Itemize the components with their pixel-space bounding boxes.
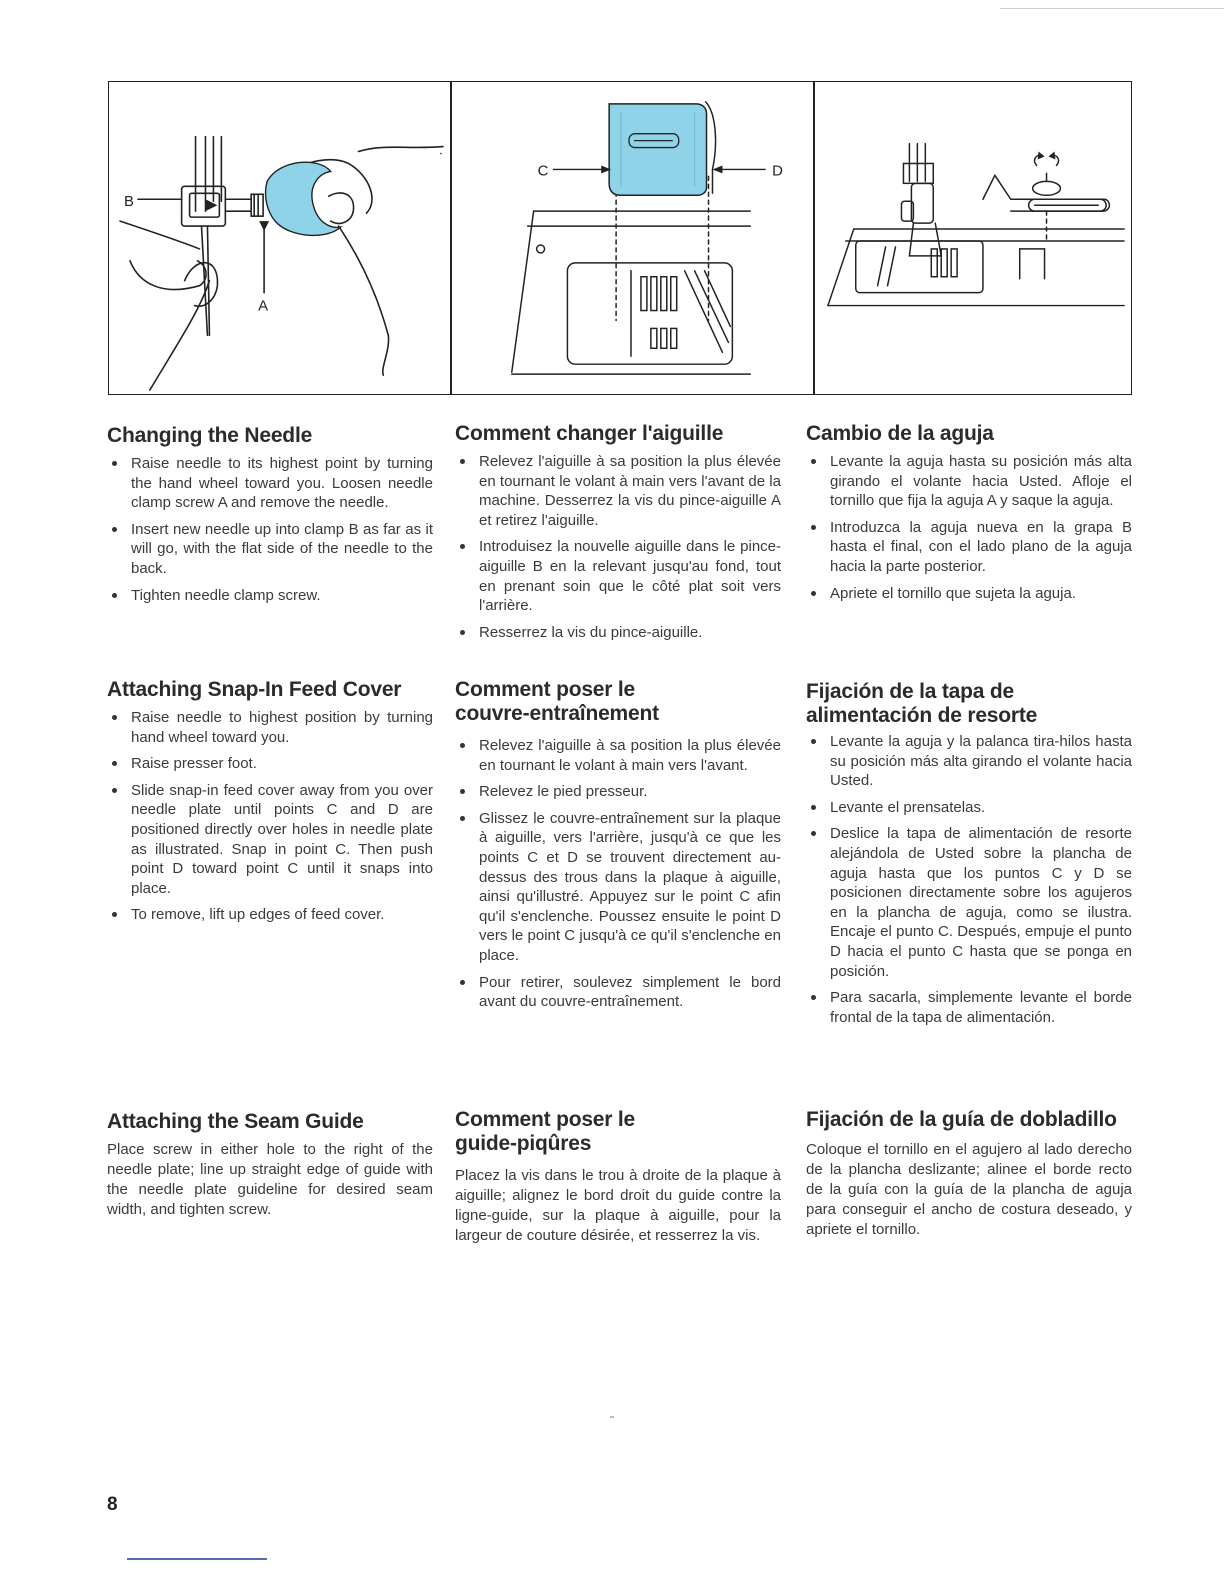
section-title-line: Fijación de la tapa de <box>806 680 1014 703</box>
list-item: Relevez le pied presseur. <box>455 782 781 802</box>
changing-needle-section-en <box>107 424 433 612</box>
section-body: Place screw in either hole to the right of the needle plate; line up straight edge of guide with the needle plate guideline for desired seam width, and tighten screw. <box>107 1141 433 1218</box>
list-item: Raise needle to highest position by turning hand wheel toward you. <box>107 708 433 747</box>
seam-guide-section-fr <box>455 1108 781 1246</box>
label-d: D <box>772 163 783 180</box>
label-a: A <box>258 298 269 315</box>
section-title-line: Comment poser le <box>455 1108 636 1131</box>
section-body: Coloque el tornillo en el agujero al lado derecho de la plancha deslizante; alinee el borde recto de la guía con la guía de la plancha de aguja para conseguir el ancho de costura deseado, y apriete el tornillo. <box>806 1141 1132 1238</box>
seam-guide-section-es <box>806 1108 1132 1240</box>
section-title: Fijación de la guía de dobladillo <box>806 1108 1117 1131</box>
list-item: Slide snap-in feed cover away from you over needle plate until points C and D are positioned directly over holes in needle plate as illustrated. Snap in point C. Then push point D toward point C until it snaps into place. <box>107 781 433 899</box>
list-item: Levante la aguja hasta su posición más alta girando el volante hacia Usted. Afloje el tornillo que fija la aguja A y saque la aguja. <box>806 452 1132 511</box>
instruction-list <box>455 736 781 1012</box>
changing-needle-section-fr <box>455 422 781 649</box>
list-item: Deslice la tapa de alimentación de resorte alejándola de Usted sobre la plancha de aguja hasta que los puntos C y D se posicionen directamente sobre los agujeros en la plancha de aguja, como se ilustra. Encaje el punto C. Después, empuje el punto D hacia el punto C hasta que se ponga en posición. <box>806 824 1132 981</box>
instruction-list <box>806 452 1132 603</box>
section-title: Comment changer l'aiguille <box>455 422 724 445</box>
list-item: Apriete el tornillo que sujeta la aguja. <box>806 584 1132 604</box>
list-item: Relevez l'aiguille à sa position la plus élevée en tournant le volant à main vers l'avant. <box>455 736 781 775</box>
feed-cover-section-fr <box>455 678 781 1019</box>
instruction-list <box>806 732 1132 1027</box>
top-rule <box>1000 8 1224 9</box>
seam-guide-section-en <box>107 1110 433 1220</box>
feed-cover-section-es <box>806 680 1132 1034</box>
list-item: Levante la aguja y la palanca tira-hilos hasta su posición más alta girando el volante hacia Usted. <box>806 732 1132 791</box>
feed-cover-drawing <box>451 82 813 394</box>
seam-guide-illustration <box>815 82 1133 394</box>
list-item: Levante el prensatelas. <box>806 798 1132 818</box>
section-title-line: alimentación de resorte <box>806 704 1038 727</box>
list-item: Tighten needle clamp screw. <box>107 586 433 606</box>
section-title: Cambio de la aguja <box>806 422 994 445</box>
section-body: Placez la vis dans le trou à droite de la plaque à aiguille; alignez le bord droit du guide contre la ligne-guide, sur la plaque à aiguille, pour la largeur de couture désirée, et resserrez la vis. <box>455 1167 781 1244</box>
section-title-line: couvre-entraînement <box>455 702 659 725</box>
list-item: Glissez le couvre-entraînement sur la plaque à aiguille, vers l'arrière, jusqu'à ce que les points C et D se trouvent directement au-dessus des trous dans la plaque à aiguille, ainsi qu'illustré. Appuyez sur le point C afin qu'il s'enclenche. Poussez ensuite le point D vers le point C jusqu'à ce qu'il s'enclenche en place. <box>455 809 781 966</box>
instruction-list <box>455 452 781 642</box>
seam-guide-drawing <box>815 82 1133 394</box>
changing-needle-section-es <box>806 422 1132 610</box>
list-item: Pour retirer, soulevez simplement le bord avant du couvre-entraînement. <box>455 973 781 1012</box>
list-item: Introduzca la aguja nueva en la grapa B hasta el final, con el lado plano de la aguja hacia la parte posterior. <box>806 518 1132 577</box>
list-item: Raise needle to its highest point by turning the hand wheel toward you. Loosen needle clamp screw A and remove the needle. <box>107 454 433 513</box>
list-item: Para sacarla, simplemente levante el borde frontal de la tapa de alimentación. <box>806 988 1132 1027</box>
section-title-line: guide-piqûres <box>455 1132 592 1155</box>
needle-illustration <box>109 82 450 394</box>
section-title: Attaching the Seam Guide <box>107 1110 364 1133</box>
list-item: Insert new needle up into clamp B as far as it will go, with the flat side of the needle to the back. <box>107 520 433 579</box>
feed-cover-section-en <box>107 678 433 932</box>
page-number: 8 <box>107 1494 118 1515</box>
instruction-list <box>107 708 433 925</box>
list-item: To remove, lift up edges of feed cover. <box>107 905 433 925</box>
section-title: Attaching Snap-In Feed Cover <box>107 678 402 701</box>
feed-cover-illustration <box>451 82 813 394</box>
label-b: B <box>123 194 134 211</box>
bottom-rule <box>127 1558 267 1560</box>
list-item: Raise presser foot. <box>107 754 433 774</box>
illustration-strip <box>108 81 1132 395</box>
list-item: Introduisez la nouvelle aiguille dans le pince-aiguille B en la relevant jusqu'au fond, tout en prenant soin que le côté plat soit vers l'arrière. <box>455 537 781 615</box>
section-title: Changing the Needle <box>107 424 313 447</box>
list-item: Resserrez la vis du pince-aiguille. <box>455 623 781 643</box>
needle-drawing <box>109 82 450 394</box>
list-item: Relevez l'aiguille à sa position la plus élevée en tournant le volant à main vers l'avant de la machine. Desserrez la vis du pince-aiguille A et retirez l'aiguille. <box>455 452 781 530</box>
instruction-list <box>107 454 433 605</box>
label-c: C <box>537 163 549 180</box>
scan-speck <box>610 1416 614 1418</box>
section-title-line: Comment poser le <box>455 678 636 701</box>
